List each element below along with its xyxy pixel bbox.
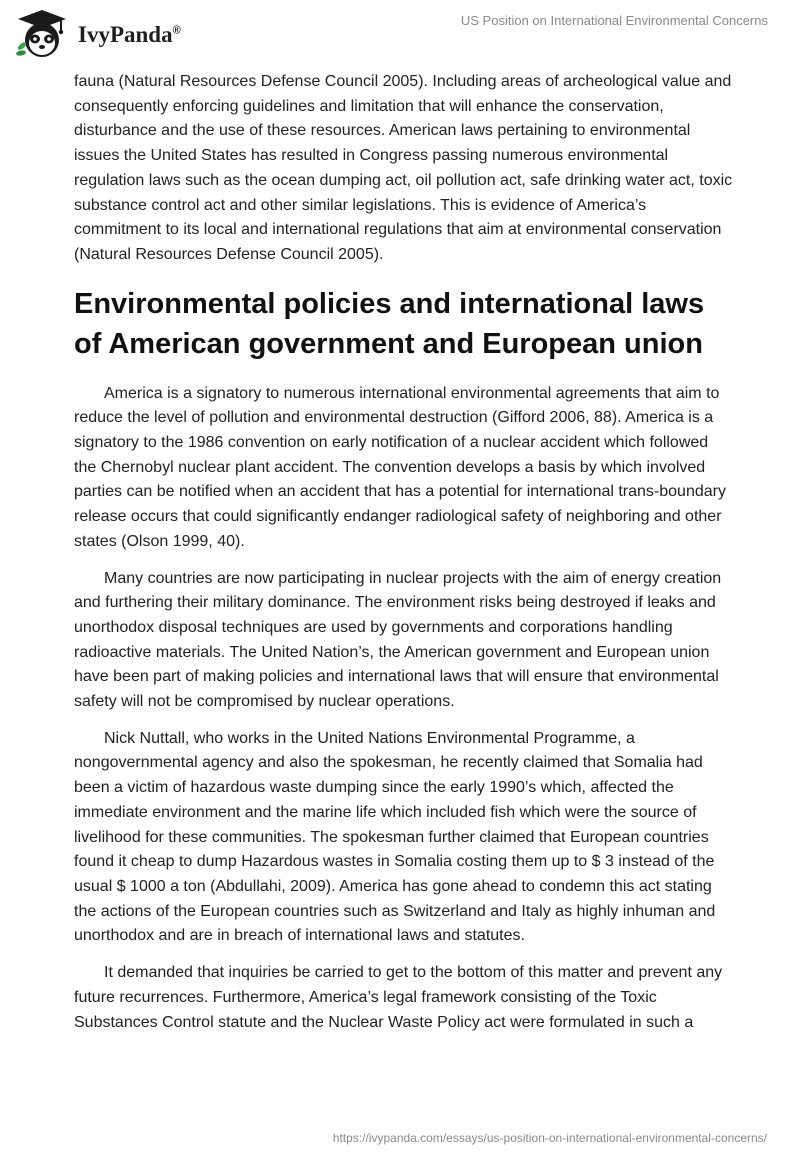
ivypanda-logo[interactable]	[14, 8, 204, 60]
page-header	[0, 0, 800, 70]
panda-icon	[14, 8, 70, 60]
section-heading: Environmental policies and international laws of American government and European union	[74, 287, 705, 360]
paragraph: Many countries are now participating in nuclear projects with the aim of energy creation and furthering their military dominance. The environment risks being destroyed if leaks and unorthodox disposal techniques are used by governments and corporations handling radioactive materials. The United Nation’s, the American government and European union have been part of making policies and international laws that will ensure that environmental safety will not be compromised by nuclear operations.	[74, 569, 722, 711]
document-title: US Position on International Environmental Concerns	[460, 13, 768, 28]
logo-wordmark: IvyPanda®	[78, 22, 181, 47]
source-url[interactable]: https://ivypanda.com/essays/us-position-on-international-environmental-concerns/	[332, 1131, 767, 1145]
paragraph: fauna (Natural Resources Defense Council 2005). Including areas of archeological value and consequently enforcing guidelines and limitation that will enhance the conservation, disturbance and the use of these resources. American laws pertaining to environmental issues the United States has resulted in Congress passing numerous environmental regulation laws such as the ocean dumping act, oil pollution act, safe drinking water act, toxic substance control act and other similar legislations. This is evidence of America’s commitment to its local and international regulations that aim at environmental conservation (Natural Resources Defense Council 2005).	[74, 73, 733, 263]
paragraph: It demanded that inquiries be carried to get to the bottom of this matter and prevent any future recurrences. Furthermore, America’s legal framework consisting of the Toxic Substances Control statute and the Nuclear Waste Policy act were formulated in such a	[74, 964, 723, 1031]
paragraph: America is a signatory to numerous international environmental agreements that aim to reduce the level of pollution and environmental destruction (Gifford 2006, 88). America is a signatory to the 1986 convention on early notification of a nuclear accident which followed the Chernobyl nuclear plant accident. The convention develops a basis by which involved parties can be notified when an accident that has a potential for international trans-boundary release occurs that could significantly endanger radiological safety of neighboring and other states (Olson 1999, 40).	[74, 384, 726, 550]
paragraph: Nick Nuttall, who works in the United Nations Environmental Programme, a nongovernmental agency and also the spokesman, he recently claimed that Somalia had been a victim of hazardous waste dumping since the early 1990’s which, affected the immediate environment and the marine life which included fish which were the source of livelihood for these communities. The spokesman further claimed that European countries found it cheap to dump Hazardous wastes in Somalia costing them up to $ 3 instead of the usual $ 1000 a ton (Abdullahi, 2009). America has gone ahead to condemn this act stating the actions of the European countries such as Switzerland and Italy as highly inhuman and unorthodox and are in breach of international laws and statutes.	[74, 729, 716, 945]
essay-content	[74, 70, 734, 1047]
